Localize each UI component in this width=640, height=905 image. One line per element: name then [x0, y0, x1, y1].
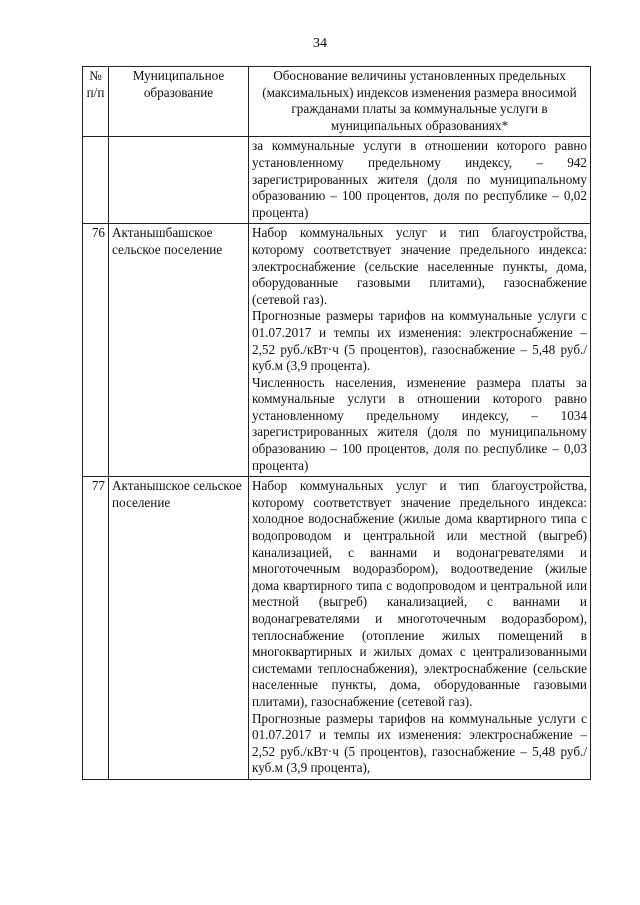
row-justification — [249, 137, 591, 224]
justification-paragraph: Численность населения, изменение размера платы за коммунальные услуги в отношении которого равно установленному предельному индексу, – 1034 зарегистрированных жителя (доля по муниципальному образованию – 100 процентов, доля по республике – 0,03 процента) — [252, 374, 587, 473]
table-row — [83, 224, 591, 477]
justification-paragraph: Прогнозные размеры тарифов на коммунальные услуги с 01.07.2017 и темпы их изменения: электроснабжение – 2,52 руб./кВт·ч (5 процентов), газоснабжение – 5,48 руб./куб.м (3,9 процента). — [252, 308, 587, 374]
row-number: 77 — [83, 477, 109, 780]
row-justification — [249, 224, 591, 477]
row-municipality: Актанышбашское сельское поселение — [109, 224, 249, 477]
row-number — [83, 137, 109, 224]
justification-paragraph: Прогнозные размеры тарифов на коммунальные услуги с 01.07.2017 и темпы их изменения: электроснабжение – 2,52 руб./кВт·ч (5 процентов), газоснабжение – 5,48 руб./куб.м (3,9 процента), — [252, 710, 587, 776]
page-number: 34 — [313, 36, 327, 51]
row-justification — [249, 477, 591, 780]
table-row — [83, 477, 591, 780]
row-municipality — [109, 137, 249, 224]
header-municipality: Муниципальное образование — [109, 67, 249, 137]
tariff-index-table — [82, 66, 591, 780]
table-header-row — [83, 67, 591, 137]
table-row — [83, 137, 591, 224]
header-justification: Обоснование величины установленных предельных (максимальных) индексов изменения размера вносимой гражданами платы за коммунальные услуги в муниципальных образованиях* — [249, 67, 591, 137]
row-municipality: Актанышское сельское поселение — [109, 477, 249, 780]
row-number: 76 — [83, 224, 109, 477]
justification-paragraph: Набор коммунальных услуг и тип благоустройства, которому соответствует значение предельного индекса: холодное водоснабжение (жилые дома квартирного типа с водопроводом и центральной или местной (выгреб) канализацией, с ваннами и водонагревателями и многоточечным водоразбором), водоотведение (жилые дома квартирного типа с водопроводом и центральной или местной (выгреб) канализацией, с ваннами и водонагревателями и многоточечным водоразбором), теплоснабжение (отопление жилых помещений в многоквартирных и жилых домах с централизованными системами теплоснабжения), электроснабжение (сельские населенные пункты, дома, оборудованные газовыми плитами), газоснабжение (сетевой газ). — [252, 478, 587, 709]
header-number: № п/п — [83, 67, 109, 137]
justification-paragraph: за коммунальные услуги в отношении которого равно установленному предельному индексу, – 942 зарегистрированных жителя (доля по муниципальному образованию – 100 процентов, доля по республике – 0,02 процента) — [252, 138, 587, 220]
justification-paragraph: Набор коммунальных услуг и тип благоустройства, которому соответствует значение предельного индекса: электроснабжение (сельские населенные пункты, дома, оборудованные газовыми плитами), газоснабжение (сетевой газ). — [252, 225, 587, 307]
